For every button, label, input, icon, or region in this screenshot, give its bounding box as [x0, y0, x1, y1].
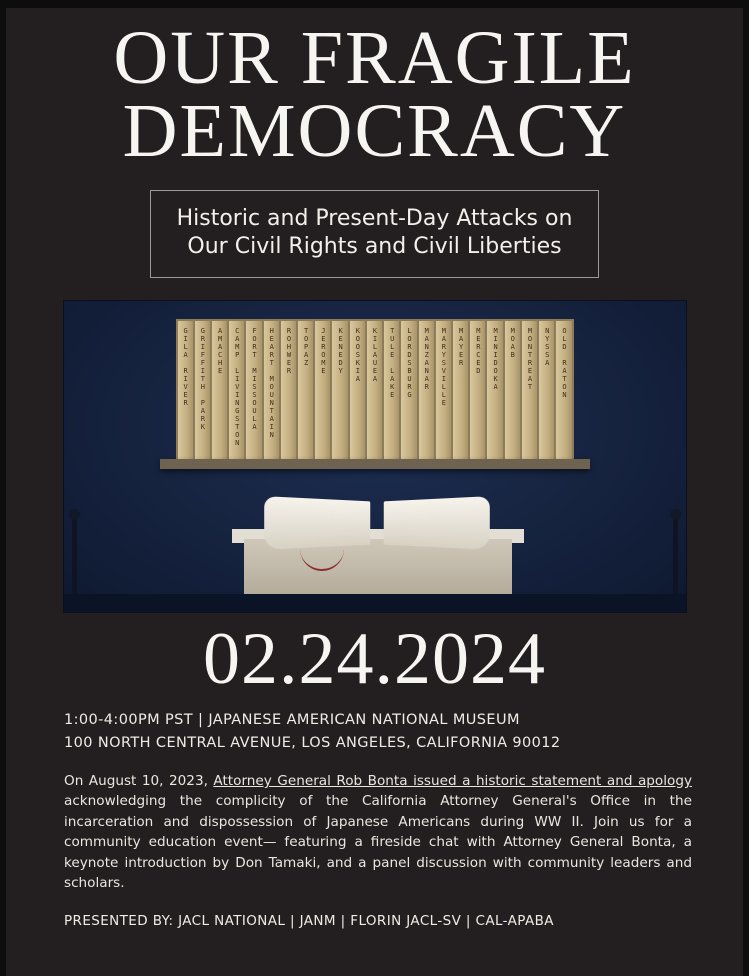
subtitle-box: [150, 190, 600, 278]
camp-name-label: MANZANAR: [422, 327, 431, 392]
monument-slat: [522, 321, 537, 459]
monument-slat: [401, 321, 416, 459]
book-page-left: [264, 496, 370, 550]
description-link[interactable]: Attorney General Rob Bonta issued a historic statement and apology: [213, 772, 692, 789]
title-line-2: DEMOCRACY: [122, 88, 627, 173]
camp-name-label: KENEDY: [336, 327, 345, 376]
photo-floor-line: [64, 594, 686, 612]
janm-camp-names-monument-photo: [63, 300, 687, 613]
monument-slat: [539, 321, 554, 459]
monument-slat: [367, 321, 382, 459]
monument-slat: [470, 321, 485, 459]
camp-name-label: GRIFFITH PARK: [198, 327, 207, 432]
event-description: [64, 771, 692, 893]
stanchion-right: [673, 516, 678, 602]
camp-name-label: TULE LAKE: [388, 327, 397, 400]
camp-name-label: MAYER: [457, 327, 466, 368]
stanchion-top-left: [69, 509, 80, 520]
monument-shelf: [160, 459, 590, 469]
monument-slat: [419, 321, 434, 459]
event-date: 02.24.2024: [203, 618, 546, 701]
camp-name-label: MARYSVILLE: [439, 327, 448, 408]
camp-name-label: CAMP LIVINGSTON: [233, 327, 242, 448]
stanchion-left: [72, 516, 77, 602]
camp-name-label: LORDSBURG: [405, 327, 414, 400]
monument-slat: [315, 321, 330, 459]
stanchion-top-right: [670, 509, 681, 520]
monument-slat: [332, 321, 347, 459]
subtitle-line-2: Our Civil Rights and Civil Liberties: [187, 234, 562, 260]
monument-slat: [453, 321, 468, 459]
monument-slat: [212, 321, 227, 459]
event-time-venue: 1:00-4:00PM PST | JAPANESE AMERICAN NATIONAL MUSEUM: [64, 711, 520, 728]
camp-name-label: MINIDOKA: [491, 327, 500, 392]
camp-name-label: GILA RIVER: [181, 327, 190, 408]
camp-name-label: NYSSA: [543, 327, 552, 368]
title-line-1: OUR FRAGILE: [113, 16, 636, 100]
camp-name-label: TOPAZ: [302, 327, 311, 368]
camp-name-label: OLD RATON: [560, 327, 569, 400]
camp-name-label: KOOSKIA: [353, 327, 362, 384]
monument-slat: [264, 321, 279, 459]
poster-edge-top: [0, 0, 749, 8]
monument-slat: [505, 321, 520, 459]
monument-slat: [436, 321, 451, 459]
monument-slat: [298, 321, 313, 459]
description-rest: acknowledging the complicity of the California Attorney General's Office in the incarceration and dispossession of Japanese Americans during WW II. Join us for a community education event— featuring a fireside chat with Attorney General Bonta, a keynote introduction by Don Tamaki, and a panel discussion with community leaders and scholars.: [64, 793, 692, 891]
poster-edge-left: [0, 0, 6, 976]
open-book: [269, 499, 485, 547]
presented-by: PRESENTED BY: JACL NATIONAL | JANM | FLORIN JACL-SV | CAL-APABA: [64, 913, 554, 930]
event-details: [64, 709, 561, 755]
camp-name-label: HEART MOUNTAIN: [267, 327, 276, 440]
poster-edge-right: [743, 0, 749, 976]
monument-slat: [487, 321, 502, 459]
monument-slat: [178, 321, 193, 459]
monument-slat: [246, 321, 261, 459]
monument-slat: [229, 321, 244, 459]
monument-slat: [350, 321, 365, 459]
description-intro: On August 10, 2023,: [64, 772, 214, 789]
camp-names-monument: [176, 319, 574, 461]
poster-title: [113, 16, 636, 173]
camp-name-label: AMACHE: [216, 327, 225, 376]
camp-name-label: KILAUEA: [371, 327, 380, 384]
monument-slat: [384, 321, 399, 459]
camp-name-label: MONTREAT: [525, 327, 534, 392]
monument-slat: [281, 321, 296, 459]
camp-name-label: ROHWER: [284, 327, 293, 376]
monument-slat: [195, 321, 210, 459]
camp-name-label: JEROME: [319, 327, 328, 376]
subtitle-line-1: Historic and Present-Day Attacks on: [176, 205, 573, 231]
monument-slat: [556, 321, 571, 459]
book-page-right: [383, 496, 489, 550]
event-address: 100 NORTH CENTRAL AVENUE, LOS ANGELES, CALIFORNIA 90012: [64, 734, 561, 751]
camp-name-label: MERCED: [474, 327, 483, 376]
camp-name-label: MOAB: [508, 327, 517, 360]
camp-name-label: FORT MISSOULA: [250, 327, 259, 432]
